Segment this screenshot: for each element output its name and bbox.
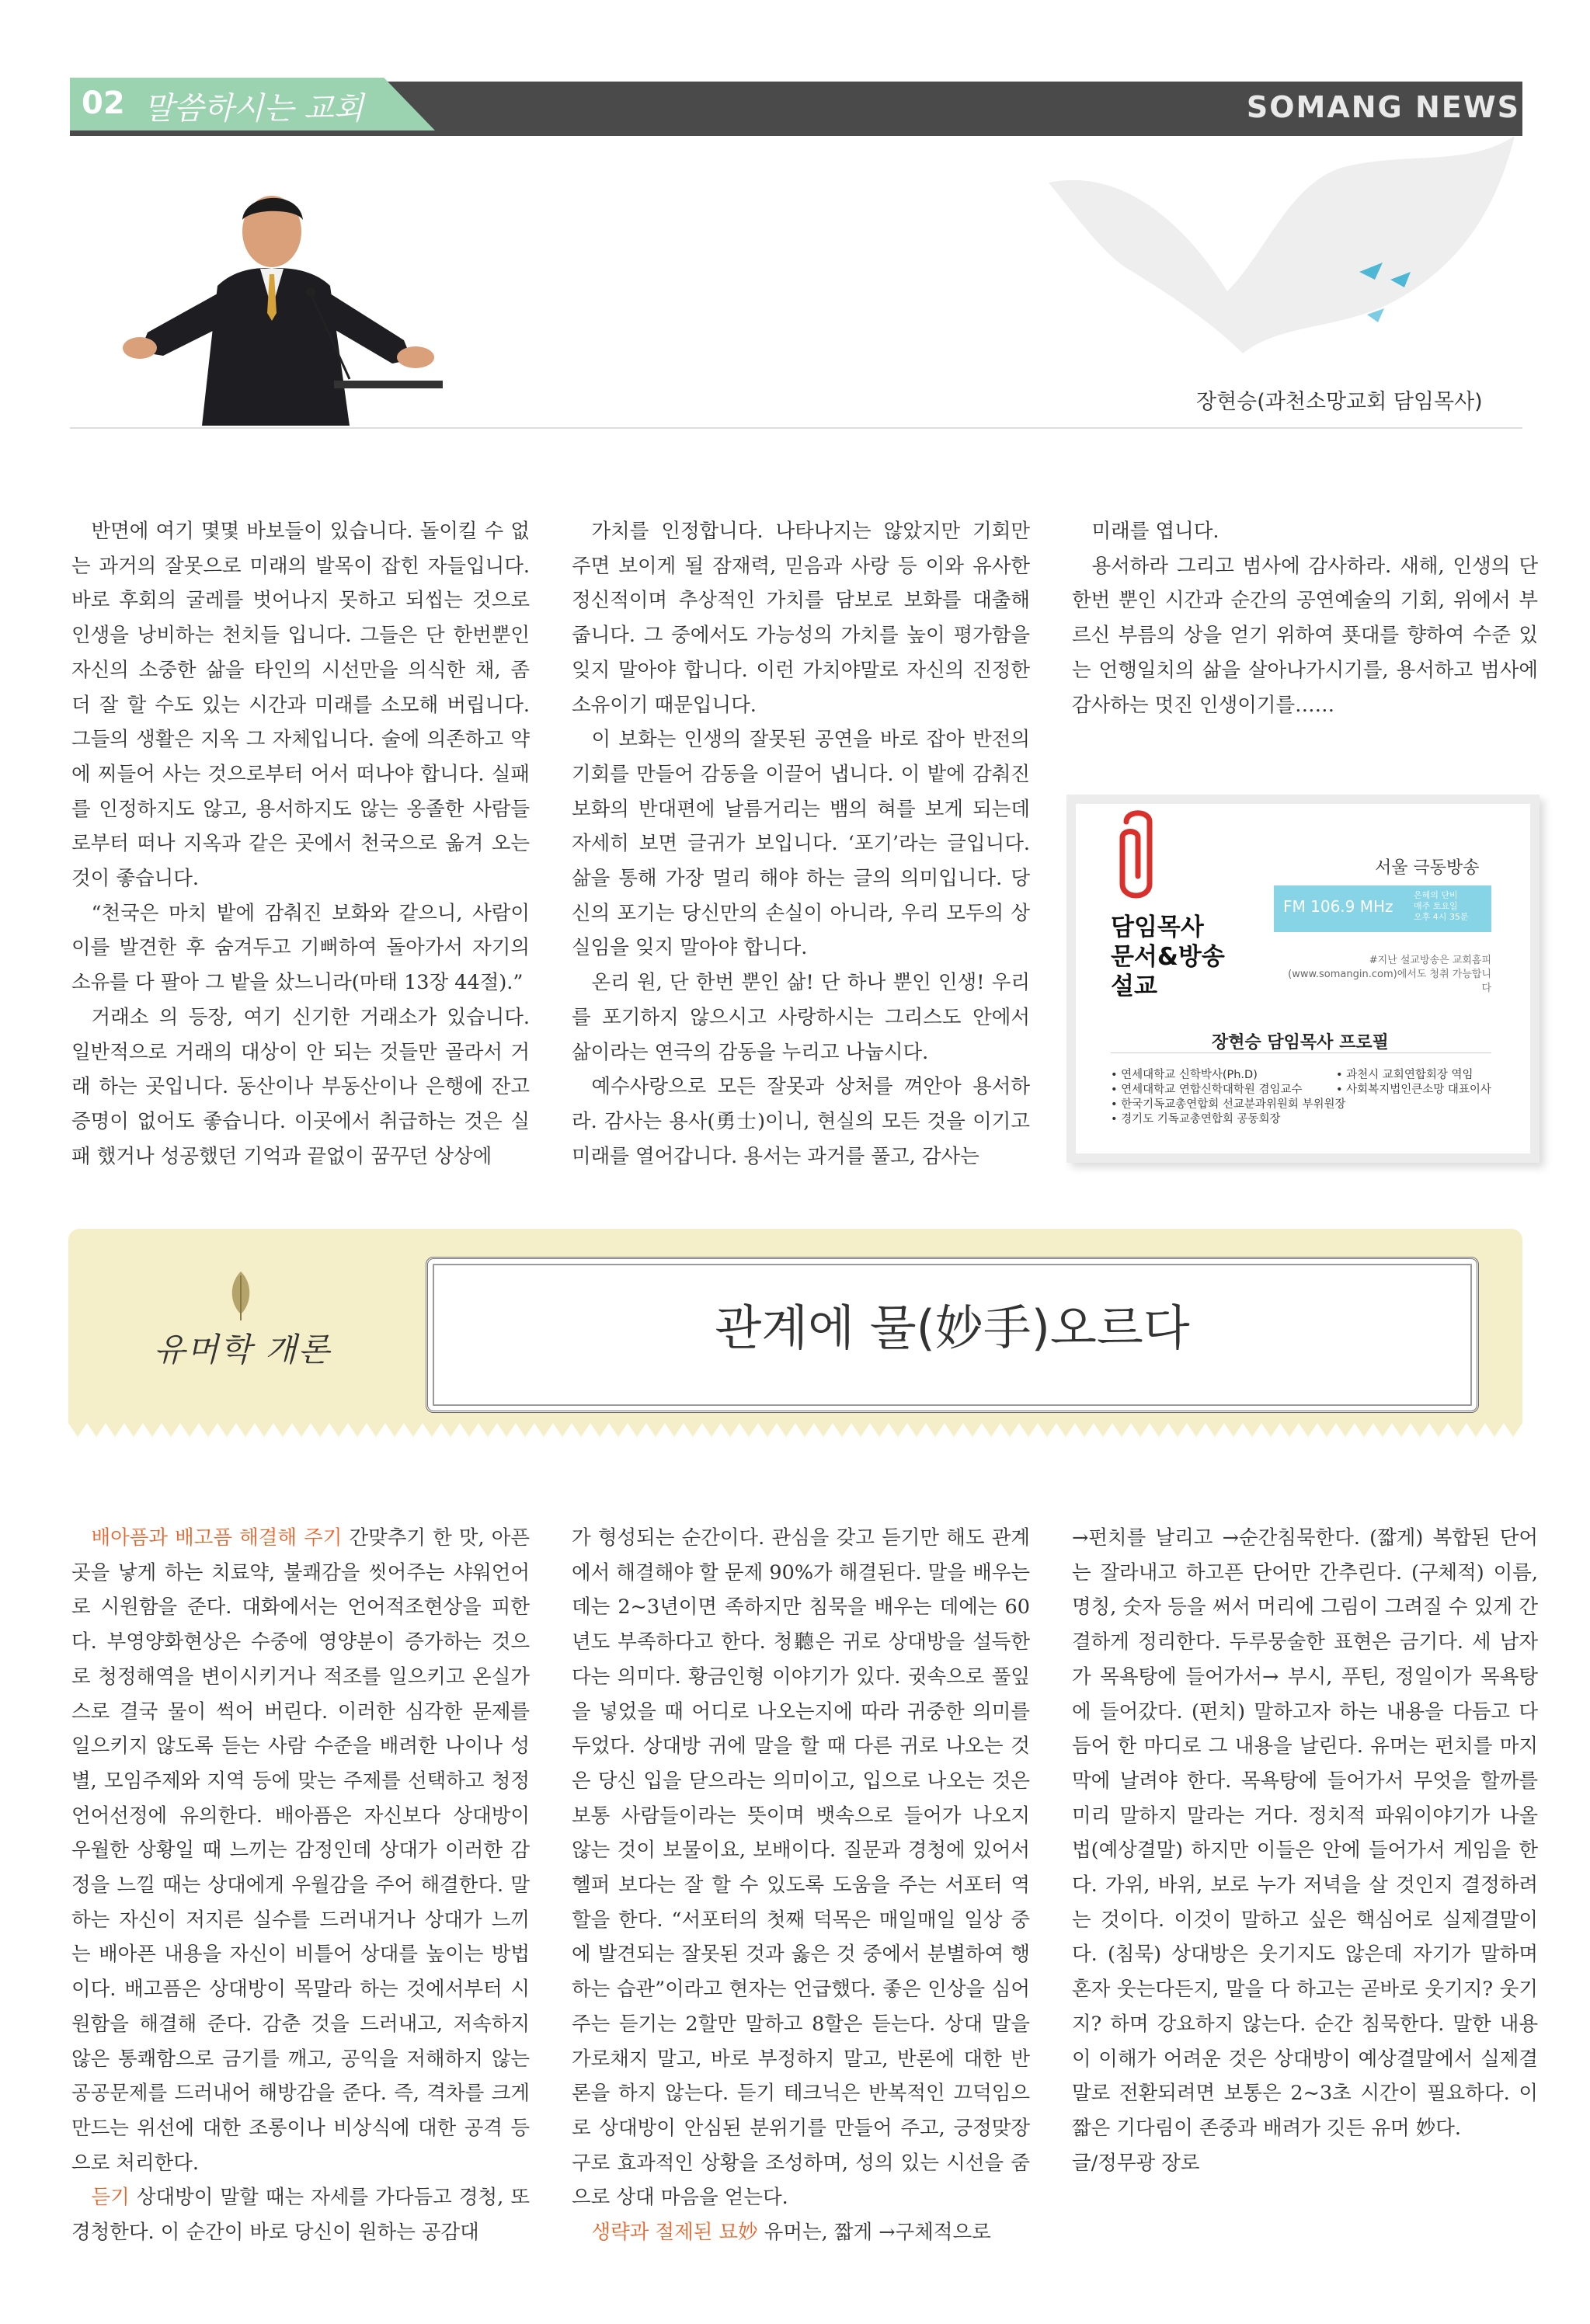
- paragraph: “천국은 마치 밭에 감춰진 보화와 같으니, 사람이 이를 발견한 후 숨겨두고 기뻐하여 돌아가서 자기의 소유를 다 팔아 그 밭을 샀느니라(마태 13장 44절).”: [71, 901, 530, 995]
- past-sermon-note: #지난 설교방송은 교회홈피 (www.somangin.com)에서도 청취 가능합니다: [1288, 955, 1491, 994]
- radio-station: 서울 극동방송: [1375, 858, 1480, 878]
- leaf-icon: [225, 1268, 256, 1322]
- section-title: 말씀하시는 교회: [144, 91, 364, 127]
- column-label: 유머학 개론: [154, 1331, 332, 1369]
- frequency-text: FM 106.9 MHz: [1283, 897, 1393, 916]
- article-column-1: [71, 514, 530, 1174]
- paragraph: 생략과 절제된 묘妙 유머는, 짧게 →구체적으로: [591, 2221, 991, 2245]
- article-title: 관계에 물(妙手)오르다: [715, 1299, 1190, 1356]
- info-label: 담임목사 문서&방송 설교: [1111, 913, 1225, 1000]
- bird-icon: [1033, 136, 1530, 384]
- paragraph: 용서하라 그리고 범사에 감사하라. 새해, 인생의 단 한번 뿐인 시간과 순간의 공연예술의 기회, 위에서 부르신 부름의 상을 얻기 위하여 푯대를 향하여 수준 있는 언행일치의 삶을 살아나가시기를, 용서하고 범사에 감사하는 멋진 인생이기를……: [1072, 554, 1538, 717]
- highlight-heading: 듣기: [91, 2186, 130, 2210]
- highlight-heading: 배아픔과 배고픔 해결해 주기: [91, 1526, 343, 1550]
- article-column-3: [1072, 514, 1538, 722]
- paragraph: 반면에 여기 몇몇 바보들이 있습니다. 돌이킬 수 없는 과거의 잘못으로 미래의 발목이 잡힌 자들입니다. 바로 후회의 굴레를 벗어나지 못하고 되씹는 것으로 인생을 낭비하는 천치들 입니다. 그들은 단 한번뿐인 자신의 소중한 삶을 타인의 시선만을 의식한 채, 좀 더 잘 할 수도 있는 시간과 미래를 소모해 버립니다. 그들의 생활은 지옥 그 자체입니다. 술에 의존하고 약에 찌들어 사는 것으로부터 어서 떠나야 합니다. 실패를 인정하지도 않고, 용서하지도 않는 옹졸한 사람들로부터 떠나 지옥과 같은 곳에서 천국으로 옮겨 오는 것이 좋습니다.: [71, 520, 530, 891]
- paragraph: 듣기 상대방이 말할 때는 자세를 가다듬고 경청, 또 경청한다. 이 순간이 바로 당신이 원하는 공감대: [71, 2186, 530, 2245]
- profile-title: 장현승 담임목사 프로필: [1212, 1033, 1389, 1052]
- paragraph: 거래소 의 등장, 여기 신기한 거래소가 있습니다. 일반적으로 거래의 대상이 안 되는 것들만 골라서 거래 하는 곳입니다. 동산이나 부동산이나 은행에 잔고증명이 없어도 좋습니다. 이곳에서 취급하는 것은 실패 했거나 성공했던 기억과 끝없이 꿈꾸던 상상에: [71, 1005, 530, 1168]
- highlight-heading: 생략과 절제된 묘妙: [591, 2221, 758, 2245]
- divider: [1111, 1052, 1491, 1053]
- profile-item: • 연세대학교 연합신학대학원 겸임교수: [1111, 1083, 1346, 1098]
- author-byline: 장현승(과천소망교회 담임목사): [1196, 390, 1483, 414]
- schedule-text: 은혜의 단비 매주 토요일 오후 4시 35분: [1414, 890, 1469, 922]
- profile-list-right: [1336, 1068, 1491, 1098]
- paragraph: 가 형성되는 순간이다. 관심을 갖고 듣기만 해도 관계에서 해결해야 할 문제 90%가 해결된다. 말을 배우는 데는 2~3년이면 족하지만 침묵을 배우는 데에는 60년도 부족하다고 한다. 청聽은 귀로 상대방을 설득한다는 의미다. 황금인형 이야기가 있다. 귓속으로 풀잎을 넣었을 때 어디로 나오는지에 따라 귀중한 의미를 두었다. 상대방 귀에 말을 할 때 다른 귀로 나오는 것은 당신 입을 닫으라는 의미이고, 입으로 나오는 것은 보통 사람들이라는 뜻이며 뱃속으로 들어가 나오지 않는 것이 보물이요, 보배이다. 질문과 경청에 있어서 헬퍼 보다는 잘 할 수 있도록 도움을 주는 서포터 역할을 한다. “서포터의 첫째 덕목은 매일매일 일상 중에 발견되는 잘못된 것과 옳은 것 중에서 분별하여 행하는 습관”이라고 현자는 언급했다. 좋은 인상을 심어 주는 듣기는 2할만 말하고 8할은 듣는다. 상대 말을 가로채지 말고, 바로 부정하지 말고, 반론에 대한 반론을 하지 않는다. 듣기 테크닉은 반복적인 끄덕임으로 상대방이 안심된 분위기를 만들어 주고, 긍정맞장구로 효과적인 상황을 조성하며, 성의 있는 시선을 줌으로 상대 마음을 얻는다.: [572, 1526, 1030, 2210]
- section-number: 02: [82, 85, 125, 121]
- paragraph: 예수사랑으로 모든 잘못과 상처를 껴안아 용서하라. 감사는 용사(勇士)이니, 현실의 모든 것을 이기고 미래를 열어갑니다. 용서는 과거를 풀고, 감사는: [572, 1075, 1030, 1168]
- profile-item: • 연세대학교 신학박사(Ph.D): [1111, 1068, 1346, 1083]
- paperclip-icon: [1111, 806, 1173, 907]
- article-column-2: [572, 514, 1030, 1174]
- zigzag-edge: [68, 1423, 1522, 1440]
- paragraph: 배아픔과 배고픔 해결해 주기 간맞추기 한 맛, 아픈 곳을 낳게 하는 치료약, 불쾌감을 씻어주는 샤워언어로 시원함을 준다. 대화에서는 언어적조현상을 피한다. 부영양화현상은 수중에 영양분이 증가하는 것으로 청정해역을 변이시키거나 적조를 일으키고 온실가스로 결국 물이 썩어 버린다. 이러한 심각한 문제를 일으키지 않도록 듣는 사람 수준을 배려한 나이나 성별, 모임주제와 지역 등에 맞는 주제를 선택하고 청정언어선정에 유의한다. 배아픔은 자신보다 상대방이 우월한 상황일 때 느끼는 감정인데 상대가 이러한 감정을 느낄 때는 상대에게 우월감을 주어 해결한다. 말하는 자신이 저지른 실수를 드러내거나 상대가 느끼는 배아픈 내용을 자신이 비틀어 상대를 높이는 방법이다. 배고픔은 상대방이 목말라 하는 것에서부터 시원함을 해결해 준다. 감춘 것을 드러내고, 저속하지 않은 통쾌함으로 금기를 깨고, 공익을 저해하지 않는 공공문제를 드러내어 해방감을 준다. 즉, 격차를 크게 만드는 위선에 대한 조롱이나 비상식에 대한 공격 등으로 처리한다.: [71, 1526, 531, 2175]
- paragraph: 가치를 인정합니다. 나타나지는 않았지만 기회만 주면 보이게 될 잠재력, 믿음과 사랑 등 이와 유사한 정신적이며 추상적인 가치를 담보로 보화를 대출해 줍니다. 그 중에서도 가능성의 가치를 높이 평가함을 잊지 말아야 합니다. 이런 가치야말로 자신의 진정한 소유이기 때문입니다.: [572, 520, 1030, 717]
- profile-list-left: [1111, 1068, 1346, 1127]
- humor-column-3: [1072, 1521, 1538, 2180]
- humor-column-2: [572, 1521, 1030, 2250]
- paragraph: 미래를 엽니다.: [1091, 520, 1219, 543]
- brand-logo: SOMANG NEWS: [1246, 90, 1520, 124]
- paragraph: →펀치를 날리고 →순간침묵한다. (짧게) 복합된 단어는 잘라내고 하고픈 단어만 간추린다. (구체적) 이름, 명칭, 숫자 등을 써서 머리에 그림이 그려질 수 있게 간결하게 정리한다. 두루뭉술한 표현은 금기다. 세 남자가 목욕탕에 들어가서→ 부시, 푸틴, 정일이가 목욕탕에 들어갔다. (펀치) 말하고자 하는 내용을 다듬고 다듬어 한 마디로 그 내용을 날린다. 유머는 펀치를 마지막에 날려야 한다. 목욕탕에 들어가서 무엇을 할까를 미리 말하지 말라는 거다. 정치적 파워이야기가 나올 법(예상결말) 하지만 이들은 안에 들어가서 게임을 한다. 가위, 바위, 보로 누가 저녁을 살 것인지 결정하려는 것이다. 이것이 말하고 싶은 핵심어로 실제결말이다. (침묵) 상대방은 웃기지도 않은데 자기가 말하며 혼자 웃는다든지, 말을 다 하고는 곧바로 웃기지? 웃기지? 하며 강요하지 않는다. 순간 침묵한다. 말한 내용이 이해가 어려운 것은 상대방이 예상결말에서 실제결말로 전환되려면 보통은 2~3초 시간이 필요하다. 이 짧은 기다림이 존중과 배려가 깃든 유머 妙다.: [1072, 1526, 1538, 2140]
- profile-item: • 사회복지법인큰소망 대표이사: [1336, 1083, 1491, 1098]
- paragraph: 이 보화는 인생의 잘못된 공연을 바로 잡아 반전의 기회를 만들어 감동을 이끌어 냅니다. 이 밭에 감춰진 보화의 반대편에 날름거리는 뱀의 혀를 보게 되는데 자세히 보면 글귀가 보입니다. ‘포기’라는 글입니다. 삶을 통해 가장 멀리 해야 하는 글의 의미입니다. 당신의 포기는 당신만의 손실이 아니라, 우리 모두의 상실임을 잊지 말아야 합니다.: [572, 728, 1030, 960]
- divider: [70, 427, 1522, 429]
- profile-item: • 경기도 기독교총연합회 공동회장: [1111, 1112, 1346, 1127]
- profile-item: • 과천시 교회연합회장 역임: [1336, 1068, 1491, 1083]
- paragraph: 온리 원, 단 한번 뿐인 삶! 단 하나 뿐인 인생! 우리를 포기하지 않으시고 사랑하시는 그리스도 안에서 삶이라는 연극의 감동을 누리고 나눕시다.: [572, 971, 1030, 1064]
- signature: 글/정무광 장로: [1072, 2151, 1200, 2175]
- profile-item: • 한국기독교총연합회 선교분과위원회 부위원장: [1111, 1098, 1346, 1112]
- speaker-photo: [117, 177, 458, 426]
- humor-column-1: [71, 1521, 530, 2250]
